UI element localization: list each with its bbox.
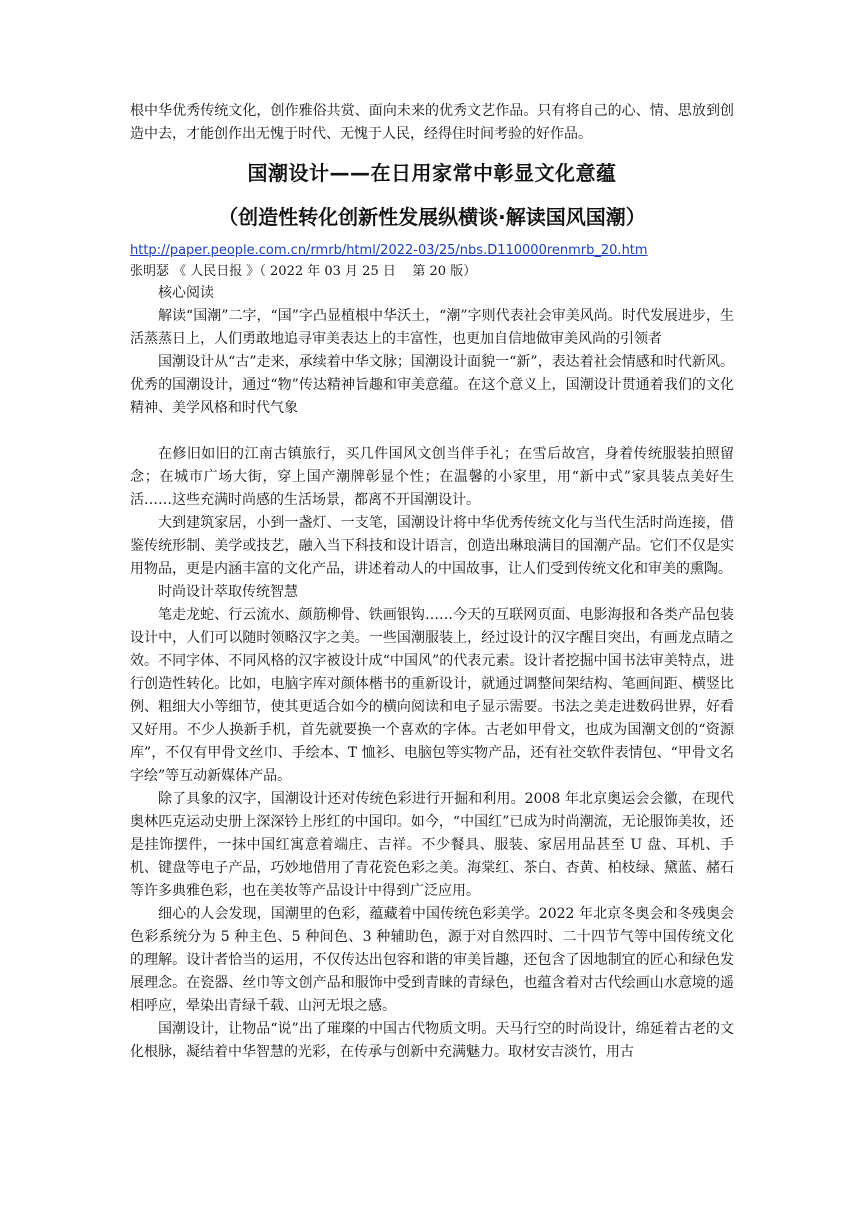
body-paragraph: 笔走龙蛇、行云流水、颜筋柳骨、铁画银钩……今天的互联网页面、电影海报和各类产品包装设计中，人们可以随时领略汉字之美。一些国潮服装上，经过设计的汉字醒目突出，有画龙点睛之效。不同字体、不同风格的汉字被设计成“中国风”的代表元素。设计者挖掘中国书法审美特点，进行创造性转化。比如，电脑字库对颜体楷书的重新设计，就通过调整间架结构、笔画间距、横竖比例、粗细大小等细节，使其更适合如今的横向阅读和电子显示需要。书法之美走进数码世界，好看又好用。不少人换新手机，首先就要换一个喜欢的字体。古老如甲骨文，也成为国潮文创的“资源库”，不仅有甲骨文丝巾、手绘本、T 恤衫、电脑包等实物产品，还有社交软件表情包、“甲骨文名字绘”等互动新媒体产品。 (130, 607, 734, 784)
body-paragraph: 国潮设计，让物品“说”出了璀璨的中国古代物质文明。天马行空的时尚设计，绵延着古老的文化根脉，凝结着中华智慧的光彩，在传承与创新中充满魅力。取材安吉淡竹，用古 (130, 1021, 734, 1060)
article-content (130, 100, 734, 1064)
body-paragraph: 除了具象的汉字，国潮设计还对传统色彩进行开掘和利用。2008 年北京奥运会会徽，在现代奥林匹克运动史册上深深钤上彤红的中国印。如今，“中国红”已成为时尚潮流，无论服饰美妆，还是挂饰摆件，一抹中国红寓意着端庄、吉祥。不少餐具、服装、家居用品甚至 U 盘、耳机、手机、键盘等电子产品，巧妙地借用了青花瓷色彩之美。海棠红、茶白、杏黄、柏枝绿、黛蓝、赭石等许多典雅色彩，也在美妆等产品设计中得到广泛应用。 (130, 791, 734, 899)
byline: 张明瑟 《 人民日报 》（ 2022 年 03 月 25 日 第 20 版） (130, 264, 477, 279)
summary-paragraph: 解读“国潮”二字，“国”字凸显植根中华沃土，“潮”字则代表社会审美风尚。时代发展进步，生活蒸蒸日上，人们勇敢地追寻审美表达上的丰富性，也更加自信地做审美风尚的引领者 (130, 308, 734, 347)
summary-paragraph: 国潮设计从“古”走来，承续着中华文脉；国潮设计面貌一“新”，表达着社会情感和时代新风。优秀的国潮设计，通过“物”传达精神旨趣和审美意蕴。在这个意义上，国潮设计贯通着我们的文化精神、美学风格和时代气象 (130, 354, 734, 416)
body-paragraph: 细心的人会发现，国潮里的色彩，蕴藏着中国传统色彩美学。2022 年北京冬奥会和冬残奥会色彩系统分为 5 种主色、5 种间色、3 种辅助色，源于对自然四时、二十四节气等中国传统文化的理解。设计者恰当的运用，不仅传达出包容和谐的审美旨趣，还包含了因地制宜的匠心和绿色发展理念。在瓷器、丝巾等文创产品和服饰中受到青睐的青绿色，也蕴含着对古代绘画山水意境的遥相呼应，晕染出青绿千载、山河无垠之感。 (130, 906, 734, 1014)
section-heading: 时尚设计萃取传统智慧 (158, 584, 298, 600)
body-paragraph: 大到建筑家居，小到一盏灯、一支笔，国潮设计将中华优秀传统文化与当代生活时尚连接，借鉴传统形制、美学或技艺，融入当下科技和设计语言，创造出琳琅满目的国潮产品。它们不仅是实用物品，更是内涵丰富的文化产品，讲述着动人的中国故事，让人们受到传统文化和审美的熏陶。 (130, 515, 734, 577)
article-subtitle: （创造性转化创新性发展纵横谈·解读国风国潮） (218, 205, 646, 229)
source-link[interactable]: http://paper.people.com.cn/rmrb/html/2022-03/25/nbs.D110000renmrb_20.htm (130, 243, 648, 258)
spacer (130, 420, 734, 443)
intro-paragraph: 根中华优秀传统文化，创作雅俗共赏、面向未来的优秀文艺作品。只有将自己的心、情、思放到创造中去，才能创作出无愧于时代、无愧于人民，经得住时间考验的好作品。 (130, 103, 734, 142)
summary-heading: 核心阅读 (158, 285, 214, 301)
article-title: 国潮设计——在日用家常中彰显文化意蕴 (247, 161, 617, 185)
body-paragraph: 在修旧如旧的江南古镇旅行，买几件国风文创当伴手礼；在雪后故宫，身着传统服装拍照留念；在城市广场大街，穿上国产潮牌彰显个性；在温馨的小家里，用“新中式”家具装点美好生活……这些充满时尚感的生活场景，都离不开国潮设计。 (130, 446, 734, 508)
